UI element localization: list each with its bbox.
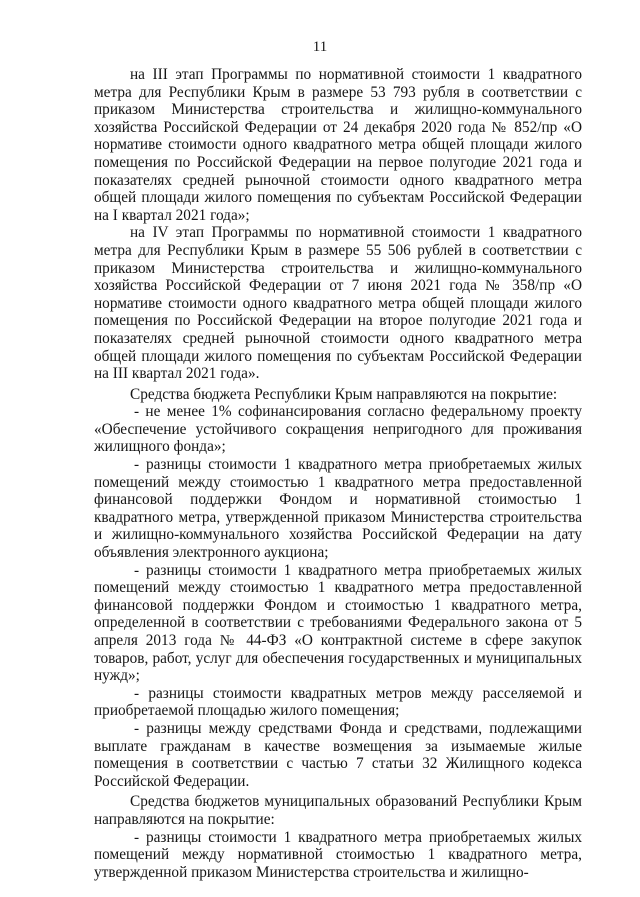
document-body [94,66,582,881]
list-item-price-difference-normative: - разницы стоимости 1 квадратного метра приобретаемых жилых помещений между стоимостью 1 квадратного метра предоставленной финансовой поддержки Фондом и нормативной стоимостью 1 квадратного метра, утвержденной приказом Министерства строительства и жилищно-коммунального хозяйства Российской Федерации на дату объявления электронного аукциона; [94,456,582,562]
list-item-price-difference-44fz: - разницы стоимости 1 квадратного метра приобретаемых жилых помещений между стоимостью 1 квадратного метра предоставленной финансовой поддержки Фондом и стоимостью 1 квадратного метра, определенной в соответствии с требованиями Федерального закона от 5 апреля 2013 года № 44-ФЗ «О контрактной системе в сфере закупок товаров, работ, услуг для обеспечения государственных и муниципальных нужд»; [94,561,582,685]
paragraph-municipal-budget-intro: Средства бюджетов муниципальных образований Республики Крым направляются на покрытие: [94,793,582,828]
list-item-fund-compensation-difference: - разницы между средствами Фонда и средствами, подлежащими выплате гражданам в качестве возмещения за изымаемые жилые помещения в соответствии с частью 7 статьи 32 Жилищного кодекса Российской Федерации. [94,719,582,790]
paragraph-stage-4: на IV этап Программы по нормативной стоимости 1 квадратного метра для Республики Крым в размере 55 506 рублей в соответствии с приказом Министерства строительства и жилищно-коммунального хозяйства Российской Федерации от 7 июня 2021 года № 358/пр «О нормативе стоимости одного квадратного метра общей площади жилого помещения по Российской Федерации на второе полугодие 2021 года и показателях средней рыночной стоимости одного квадратного метра общей площади жилого помещения по субъектам Российской Федерации на III квартал 2021 года». [94,224,582,383]
paragraph-stage-3: на III этап Программы по нормативной стоимости 1 квадратного метра для Республики Крым в размере 53 793 рубля в соответствии с приказом Министерства строительства и жилищно-коммунального хозяйства Российской Федерации от 24 декабря 2020 года № 852/пр «О нормативе стоимости одного квадратного метра общей площади жилого помещения по Российской Федерации на первое полугодие 2021 года и показателях средней рыночной стоимости одного квадратного метра общей площади жилого помещения по субъектам Российской Федерации на I квартал 2021 года»; [94,66,582,224]
page-number: 11 [312,39,328,55]
list-item-cofinancing: - не менее 1% софинансирования согласно федеральному проекту «Обеспечение устойчивого сокращения непригодного для проживания жилищного фонда»; [94,403,582,456]
paragraph-regional-budget-intro: Средства бюджета Республики Крым направляются на покрытие: [130,385,558,403]
list-item-area-difference: - разницы стоимости квадратных метров между расселяемой и приобретаемой площадью жилого помещения; [94,684,582,720]
list-item-municipal-price-difference: - разницы стоимости 1 квадратного метра приобретаемых жилых помещений между нормативной стоимостью 1 квадратного метра, утвержденной приказом Министерства строительства и жилищно- [94,828,582,881]
